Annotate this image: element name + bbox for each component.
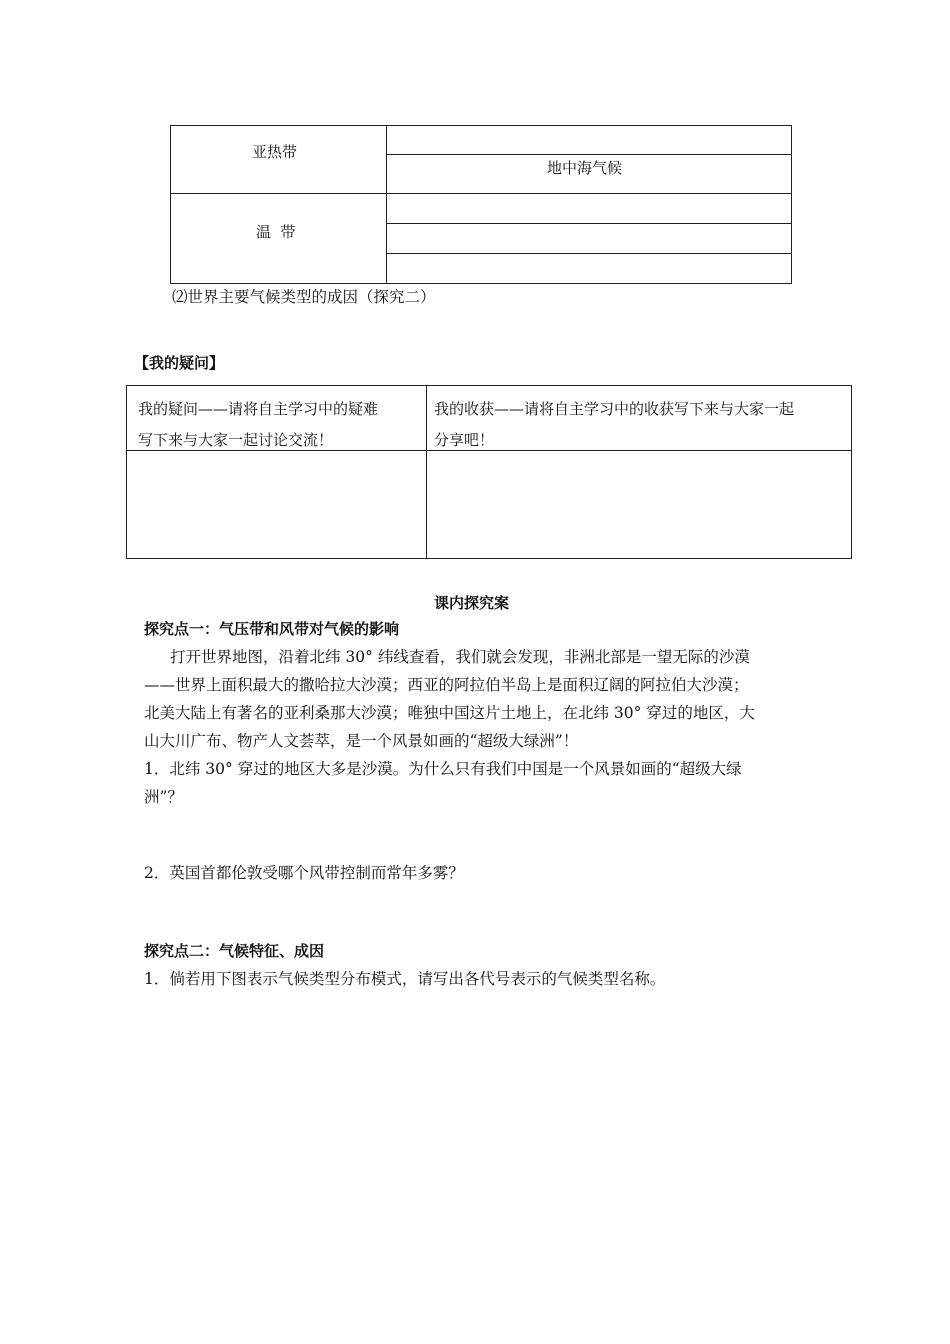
zone-temperate: 温 带: [256, 223, 296, 241]
qtable-border-bottom: [126, 558, 852, 559]
point1-heading: 探究点一：气压带和风带对气候的影响: [144, 620, 400, 638]
qtable-border-right: [851, 385, 852, 559]
inclass-title: 课内探究案: [434, 594, 510, 612]
intro-line-1: 打开世界地图，沿着北纬 30° 纬线查看，我们就会发现，非洲北部是一望无际的沙漠: [170, 648, 750, 666]
table-subrow-line: [386, 223, 792, 224]
intro-line-2: ——世界上面积最大的撒哈拉大沙漠；西亚的阿拉伯半岛上是面积辽阔的阿拉伯大沙漠；: [144, 676, 749, 694]
point2-question-1: 1．倘若用下图表示气候类型分布模式，请写出各代号表示的气候类型名称。: [144, 970, 666, 988]
item-2-text: ⑵世界主要气候类型的成因（探究二）: [172, 288, 436, 306]
point2-heading: 探究点二：气候特征、成因: [144, 942, 325, 960]
gains-header-line1: 我的收获——请将自主学习中的收获写下来与大家一起: [434, 400, 795, 418]
table-subrow-line: [386, 253, 792, 254]
table-subrow-line: [386, 154, 792, 155]
gains-header-line2: 分享吧！: [434, 431, 495, 449]
table-col-divider: [386, 125, 387, 284]
zone-subtropical: 亚热带: [252, 143, 298, 161]
table-border-bottom: [170, 283, 792, 284]
question-1-line1: 1．北纬 30° 穿过的地区大多是沙漠。为什么只有我们中国是一个风景如画的“超级大绿: [144, 760, 742, 778]
table-zone-divider: [170, 193, 792, 194]
qtable-header-divider: [126, 450, 852, 451]
cell-mediterranean: 地中海气候: [547, 159, 623, 177]
qtable-border-left: [126, 385, 127, 559]
qtable-border-top: [126, 385, 852, 386]
qtable-col-divider: [426, 385, 427, 559]
table-border-right: [791, 125, 792, 284]
question-2: 2．英国首都伦敦受哪个风带控制而常年多雾？: [144, 864, 464, 882]
intro-line-3: 北美大陆上有著名的亚利桑那大沙漠；唯独中国这片土地上，在北纬 30° 穿过的地区，大: [144, 704, 755, 722]
table-border-top: [170, 125, 792, 126]
question-1-line2: 洲”？: [144, 788, 183, 806]
table-border-left: [170, 125, 171, 284]
questions-header-line2: 写下来与大家一起讨论交流！: [138, 431, 334, 449]
intro-line-4: 山大川广布、物产人文荟萃，是一个风景如画的“超级大绿洲”！: [144, 732, 579, 750]
my-questions-heading: 【我的疑问】: [134, 354, 225, 372]
questions-header-line1: 我的疑问——请将自主学习中的疑难: [138, 400, 379, 418]
